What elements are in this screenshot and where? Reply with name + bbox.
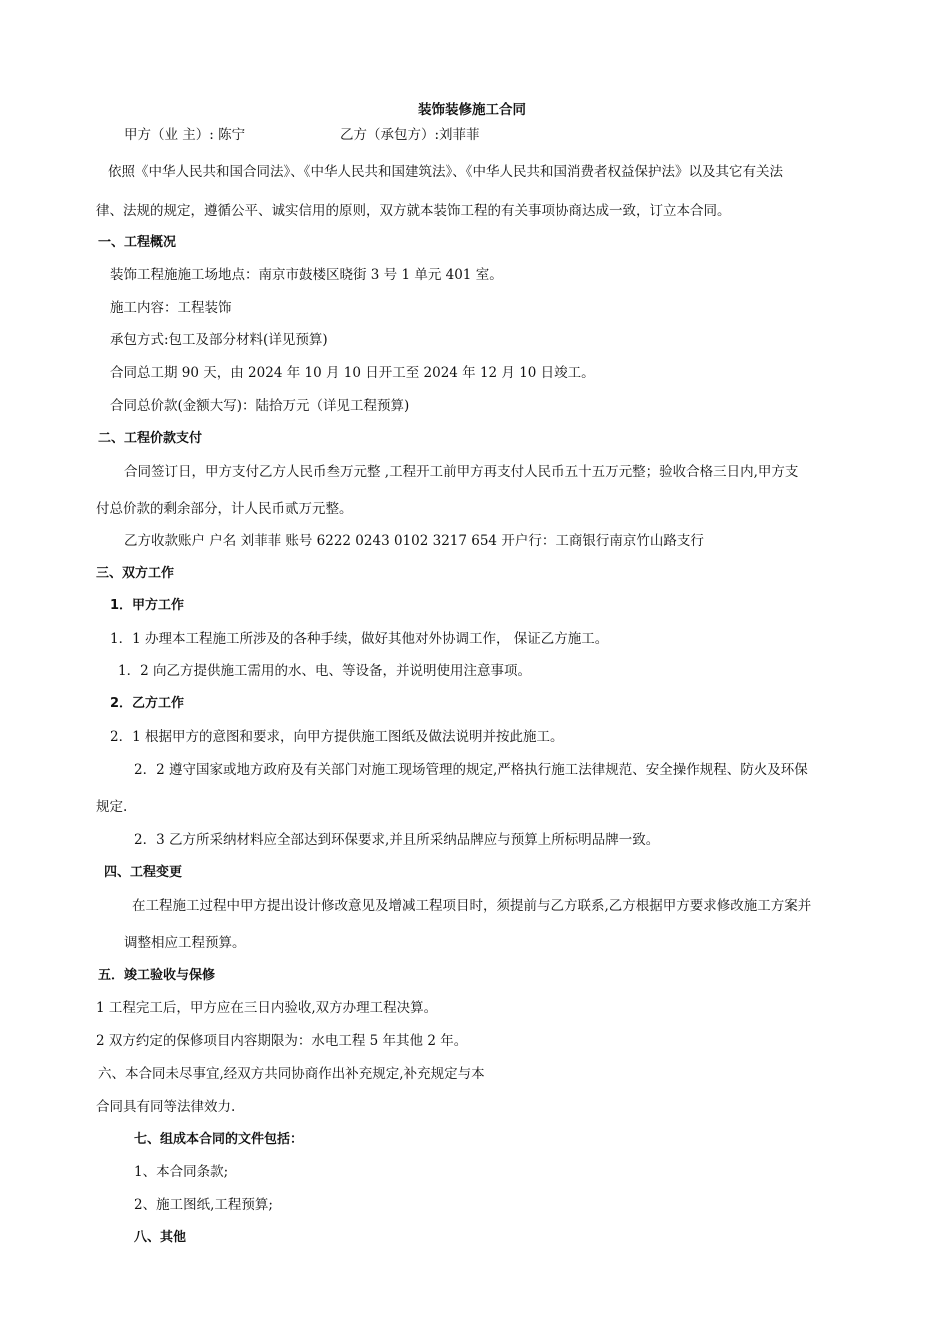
section-2-heading: 二、工程价款支付: [98, 431, 203, 446]
warranty-item-2: 2 双方约定的保修项目内容期限为：水电工程 5 年其他 2 年。: [96, 1033, 468, 1049]
section-1-heading: 一、工程概况: [98, 235, 177, 250]
acceptance-item-1: 1 工程完工后，甲方应在三日内验收,双方办理工程决算。: [96, 1000, 438, 1016]
payment-line-2: 付总价款的剩余部分，计人民币贰万元整。: [96, 501, 353, 517]
contract-method: 承包方式:包工及部分材料(详见预算): [110, 332, 328, 348]
party-a-work-2: 1．2 向乙方提供施工需用的水、电、等设备，并说明使用注意事项。: [118, 663, 531, 679]
section-8-heading: 八、其他: [134, 1230, 187, 1245]
change-line-2: 调整相应工程预算。: [124, 935, 246, 951]
bank-account: 乙方收款账户 户名 刘菲菲 账号 6222 0243 0102 3217 654 开户行：工商银行南京竹山路支行: [124, 533, 704, 549]
section-5-heading: 五．竣工验收与保修: [98, 968, 216, 983]
preamble-line-2: 律、法规的规定，遵循公平、诚实信用的原则，双方就本装饰工程的有关事项协商达成一致，订立本合同。: [96, 203, 731, 219]
payment-line-1: 合同签订日，甲方支付乙方人民币叁万元整 ,工程开工前甲方再支付人民币五十五万元整；验收合格三日内,甲方支: [124, 464, 799, 480]
project-content: 施工内容：工程装饰: [110, 300, 232, 316]
preamble-line-1: 依照《中华人民共和国合同法》、《中华人民共和国建筑法》、《中华人民共和国消费者权益保护法》以及其它有关法: [108, 164, 783, 180]
document-item-1: 1、本合同条款;: [134, 1164, 229, 1180]
party-a: 甲方（业 主）: 陈宁: [124, 127, 246, 143]
party-b-work-2-line-2: 规定.: [96, 799, 128, 815]
section-7-heading: 七、组成本合同的文件包括：: [134, 1132, 304, 1147]
party-b-work-2-line-1: 2．2 遵守国家或地方政府及有关部门对施工现场管理的规定,严格执行施工法律规范、安全操作规程、防火及环保: [134, 762, 808, 778]
party-b-work-3: 2．3 乙方所采纳材料应全部达到环保要求,并且所采纳品牌应与预算上所标明品牌一致。: [134, 832, 660, 848]
party-b-work-1: 2．1 根据甲方的意图和要求，向甲方提供施工图纸及做法说明并按此施工。: [110, 729, 564, 745]
document-title: 装饰装修施工合同: [418, 102, 526, 118]
party-a-work-heading: 1．甲方工作: [110, 598, 185, 613]
section-3-heading: 三、双方工作: [96, 566, 175, 581]
party-b-work-heading: 2．乙方工作: [110, 696, 185, 711]
contract-period: 合同总工期 90 天，由 2024 年 10 月 10 日开工至 2024 年 12 月 10 日竣工。: [110, 365, 595, 381]
party-b: 乙方（承包方）:刘菲菲: [340, 127, 480, 143]
contract-price: 合同总价款(金额大写)：陆拾万元（详见工程预算): [110, 398, 410, 414]
document-item-2: 2、施工图纸,工程预算;: [134, 1197, 273, 1213]
section-6-line-1: 六、本合同未尽事宜,经双方共同协商作出补充规定,补充规定与本: [98, 1066, 485, 1082]
section-6-line-2: 合同具有同等法律效力.: [96, 1099, 236, 1115]
change-line-1: 在工程施工过程中甲方提出设计修改意见及增减工程项目时，须提前与乙方联系,乙方根据甲方要求修改施工方案并: [132, 898, 812, 914]
party-a-work-1: 1．1 办理本工程施工所涉及的各种手续，做好其他对外协调工作， 保证乙方施工。: [110, 631, 609, 647]
project-site: 装饰工程施施工场地点：南京市鼓楼区晓街 3 号 1 单元 401 室。: [110, 267, 503, 283]
section-4-heading: 四、工程变更: [104, 865, 183, 880]
